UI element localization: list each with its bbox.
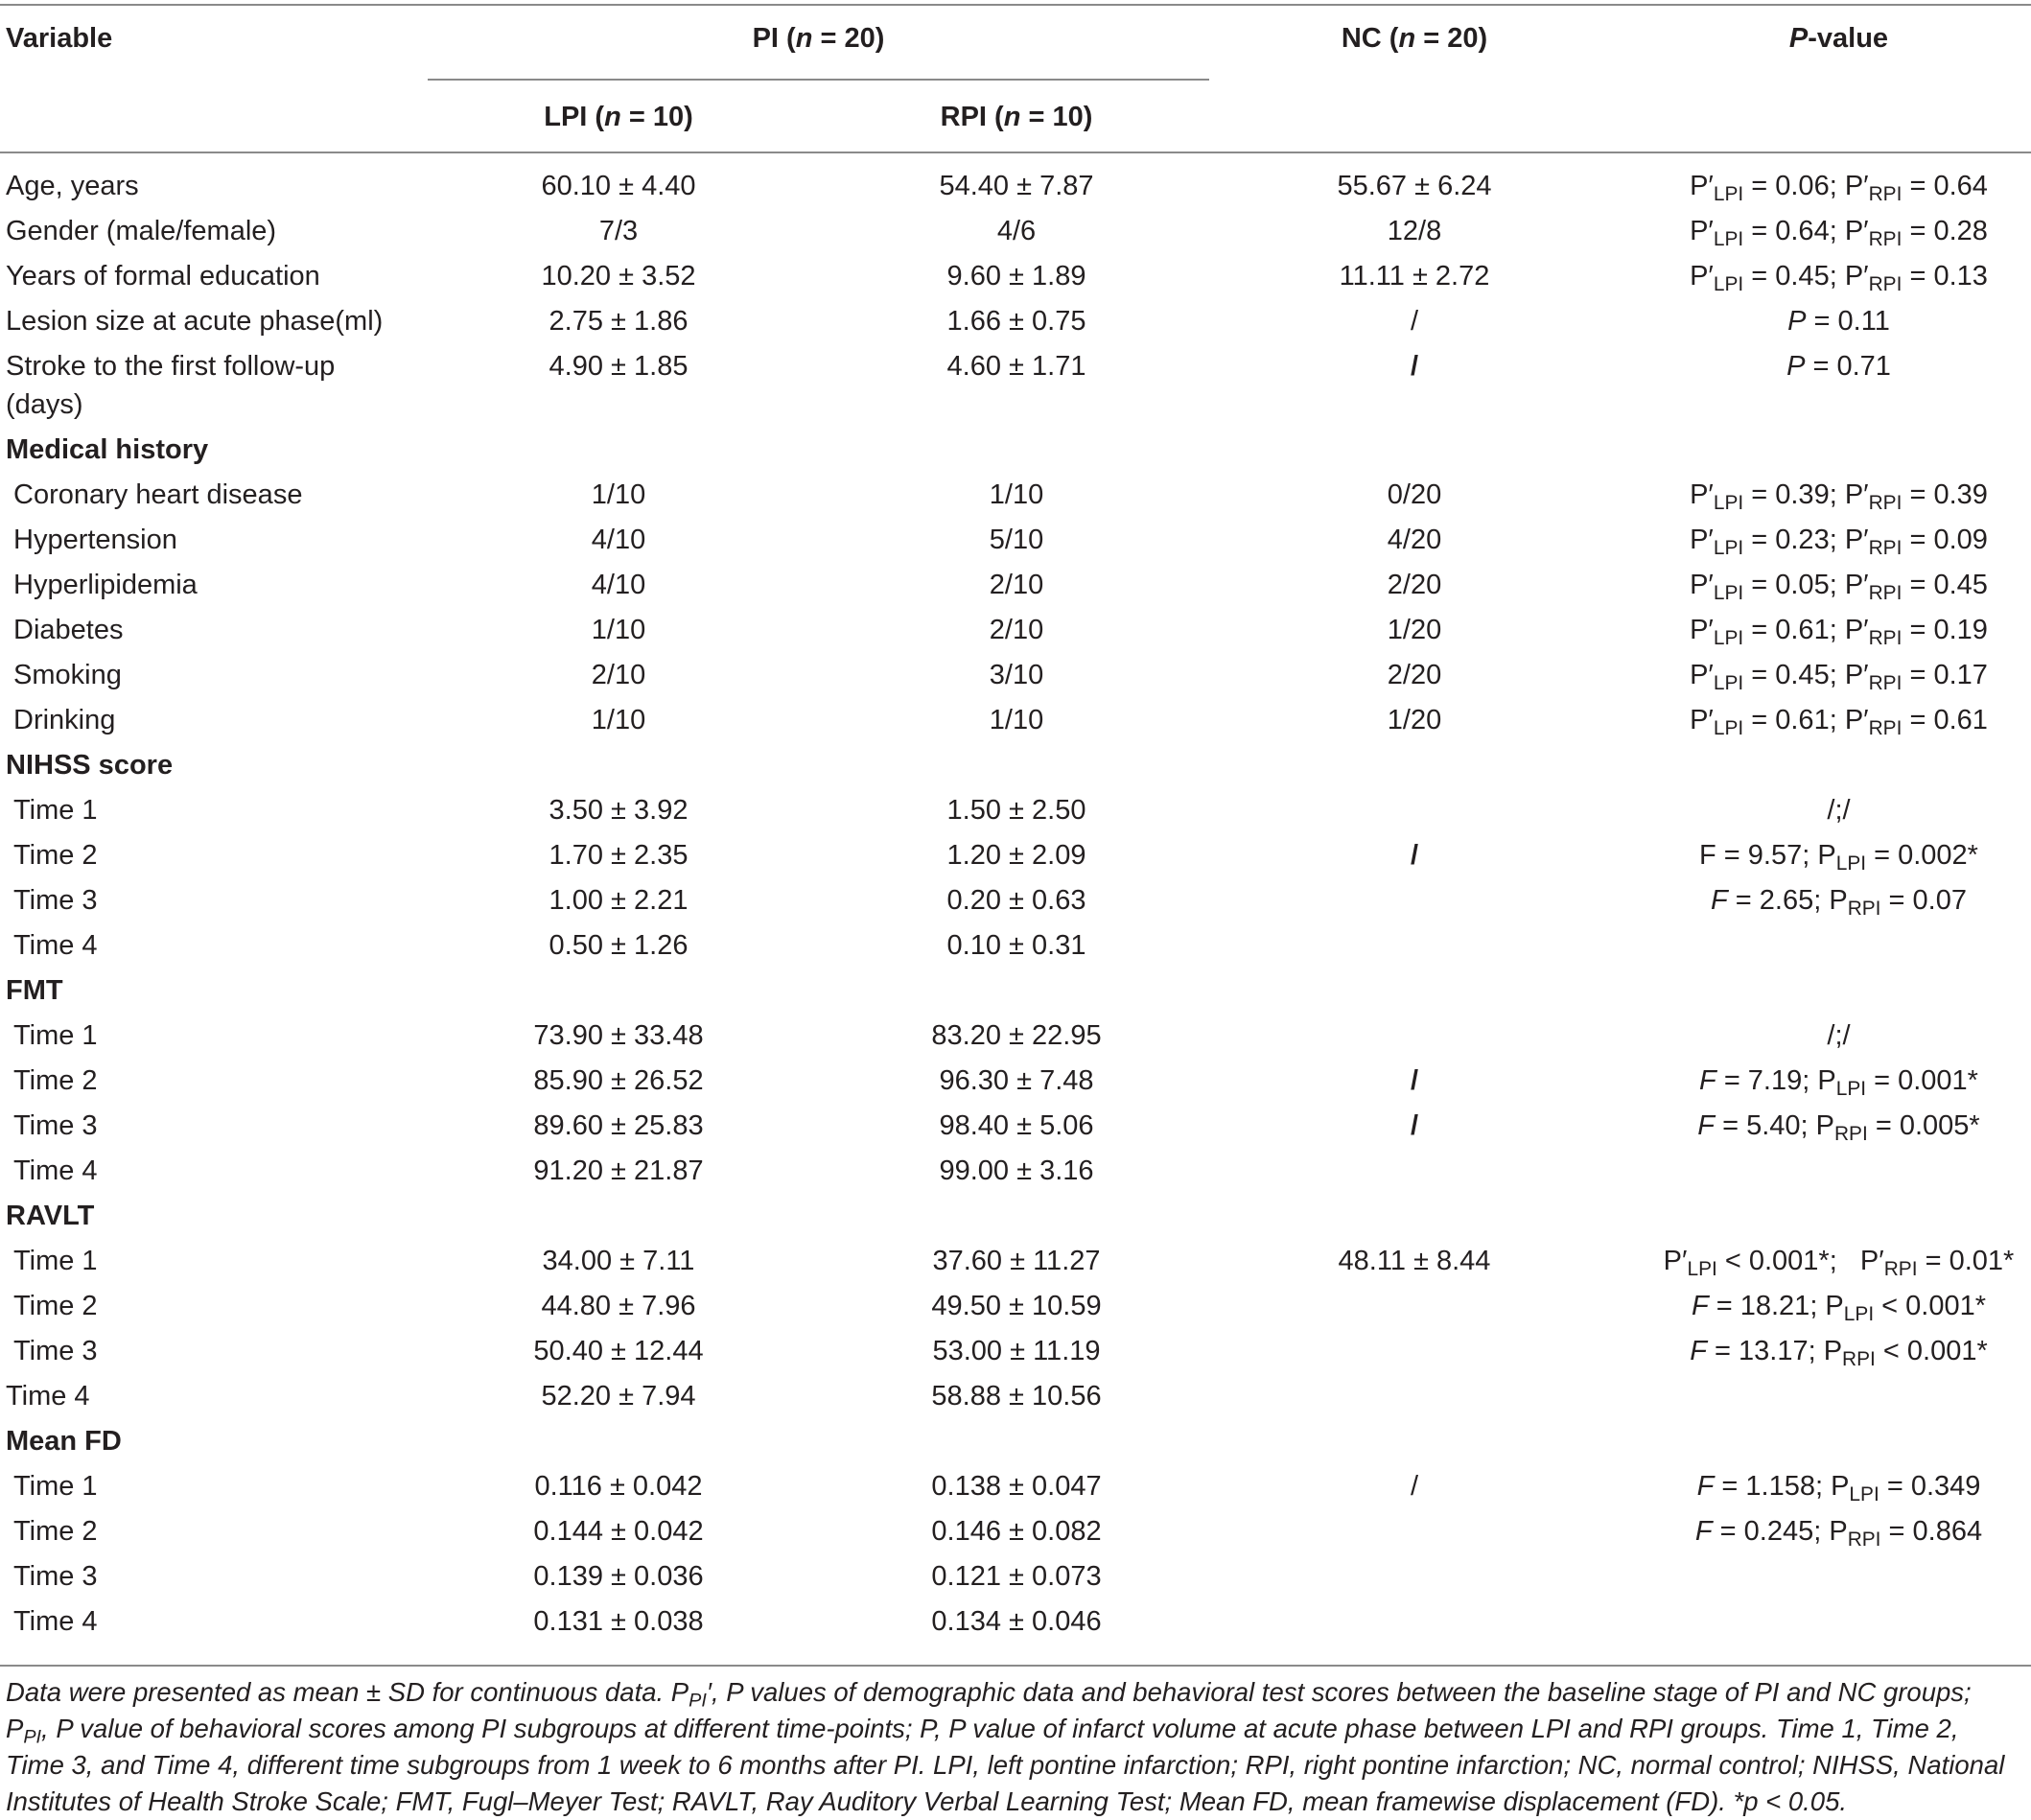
fd-time1-nc: /	[1410, 1471, 1419, 1502]
medical-item-lpi: 4/10	[591, 525, 646, 555]
nihss-time1-label: Time 1	[13, 795, 98, 826]
medical-item-label: Hypertension	[13, 525, 177, 555]
header-pvalue: P-value	[1788, 23, 1889, 54]
ravlt-time2-lpi: 44.80 ± 7.96	[541, 1291, 696, 1321]
medical-item-nc: 2/20	[1387, 660, 1442, 690]
row-stroke-lpi: 4.90 ± 1.85	[549, 351, 689, 382]
nihss-time3-p: F = 2.65; $P_{RPI} = 0.07$	[1711, 885, 1967, 920]
fd-time3-rpi: 0.121 ± 0.073	[931, 1561, 1102, 1592]
nihss-time3-rpi: 0.20 ± 0.63	[946, 885, 1086, 916]
fd-time4-label: Time 4	[13, 1606, 98, 1637]
medical-item-lpi: 1/10	[591, 615, 646, 645]
row-lesion-label: Lesion size at acute phase(ml)	[6, 306, 384, 337]
medical-item-p: $P'_{LPI} = 0.23$; $P'_{RPI} = 0.09$	[1690, 525, 1988, 559]
ravlt-time2-label: Time 2	[13, 1291, 98, 1321]
medical-item-rpi: 1/10	[989, 705, 1044, 735]
row-lesion-lpi: 2.75 ± 1.86	[549, 306, 689, 337]
nihss-time2-lpi: 1.70 ± 2.35	[549, 840, 689, 871]
fmt-time1-lpi: 73.90 ± 33.48	[533, 1020, 704, 1051]
fd-time2-rpi: 0.146 ± 0.082	[931, 1516, 1102, 1547]
ravlt-time2-rpi: 49.50 ± 10.59	[931, 1291, 1102, 1321]
fd-time2-p: F = 0.245; $P_{RPI} = 0.864$	[1694, 1516, 1983, 1551]
nihss-time3-lpi: 1.00 ± 2.21	[549, 885, 689, 916]
ravlt-time4-label: Time 4	[6, 1381, 90, 1412]
medical-item-p: $P'_{LPI} = 0.61$; $P'_{RPI} = 0.61$	[1690, 705, 1988, 739]
ravlt-time4-lpi: 52.20 ± 7.94	[541, 1381, 696, 1412]
medical-item-nc: 2/20	[1387, 570, 1442, 600]
row-age-rpi: 54.40 ± 7.87	[939, 171, 1094, 201]
medical-item-lpi: 1/10	[591, 479, 646, 510]
nihss-time2-rpi: 1.20 ± 2.09	[946, 840, 1086, 871]
medical-item-label: Smoking	[13, 660, 122, 690]
fmt-time3-lpi: 89.60 ± 25.83	[533, 1110, 704, 1141]
fd-time1-label: Time 1	[13, 1471, 98, 1502]
fmt-time2-nc: /	[1410, 1065, 1419, 1096]
section-mean-fd: Mean FD	[6, 1426, 122, 1457]
medical-item-nc: 0/20	[1387, 479, 1442, 510]
fmt-time1-rpi: 83.20 ± 22.95	[931, 1020, 1102, 1051]
medical-item-label: Coronary heart disease	[13, 479, 303, 510]
ravlt-time3-rpi: 53.00 ± 11.19	[932, 1336, 1101, 1366]
header-pi: PI (n = 20)	[752, 23, 885, 54]
ravlt-time3-p: F = 13.17; $P_{RPI} < 0.001*$	[1690, 1336, 1988, 1370]
row-education-lpi: 10.20 ± 3.52	[541, 261, 696, 292]
fmt-time3-label: Time 3	[13, 1110, 98, 1141]
fmt-time3-p: F = 5.40; $P_{RPI} = 0.005*$	[1697, 1110, 1980, 1145]
medical-item-lpi: 1/10	[591, 705, 646, 735]
medical-item-rpi: 3/10	[989, 660, 1044, 690]
ravlt-time3-label: Time 3	[13, 1336, 98, 1366]
row-gender-nc: 12/8	[1387, 216, 1442, 246]
medical-item-p: $P'_{LPI} = 0.61$; $P'_{RPI} = 0.19$	[1690, 615, 1988, 649]
fd-time4-lpi: 0.131 ± 0.038	[533, 1606, 704, 1637]
pi-span-rule	[428, 79, 1209, 81]
fd-time4-rpi: 0.134 ± 0.046	[931, 1606, 1102, 1637]
medical-item-lpi: 2/10	[591, 660, 646, 690]
fmt-time1-label: Time 1	[13, 1020, 98, 1051]
fmt-time2-label: Time 2	[13, 1065, 98, 1096]
row-stroke-rpi: 4.60 ± 1.71	[946, 351, 1086, 382]
ravlt-time1-label: Time 1	[13, 1246, 98, 1276]
ravlt-time1-nc: 48.11 ± 8.44	[1338, 1246, 1491, 1276]
section-medical-history: Medical history	[6, 434, 209, 465]
ravlt-time1-rpi: 37.60 ± 11.27	[932, 1246, 1101, 1276]
nihss-time3-label: Time 3	[13, 885, 98, 916]
fd-time1-rpi: 0.138 ± 0.047	[931, 1471, 1102, 1502]
medical-item-label: Drinking	[13, 705, 116, 735]
fmt-time3-nc: /	[1410, 1110, 1419, 1141]
row-lesion-nc: /	[1410, 306, 1419, 337]
medical-item-rpi: 2/10	[989, 570, 1044, 600]
nihss-nc: /	[1410, 840, 1419, 871]
fd-time3-label: Time 3	[13, 1561, 98, 1592]
fd-time1-lpi: 0.116 ± 0.042	[534, 1471, 703, 1502]
row-gender-rpi: 4/6	[996, 216, 1037, 246]
fd-time2-lpi: 0.144 ± 0.042	[533, 1516, 704, 1547]
row-gender-lpi: 7/3	[598, 216, 639, 246]
fmt-time3-rpi: 98.40 ± 5.06	[939, 1110, 1094, 1141]
medical-item-label: Hyperlipidemia	[13, 570, 198, 600]
nihss-time2-p: F = 9.57; $P_{LPI} = 0.002*$	[1699, 840, 1978, 875]
fmt-time4-rpi: 99.00 ± 3.16	[939, 1155, 1094, 1186]
medical-item-p: $P'_{LPI} = 0.39$; $P'_{RPI} = 0.39$	[1690, 479, 1988, 514]
nihss-time2-label: Time 2	[13, 840, 98, 871]
header-variable: Variable	[6, 23, 113, 54]
section-fmt: FMT	[6, 975, 63, 1006]
fmt-time1-p: /;/	[1827, 1020, 1851, 1051]
row-stroke-nc: /	[1410, 351, 1419, 382]
fd-time1-p: F = 1.158; $P_{LPI} = 0.349$	[1696, 1471, 1981, 1505]
ravlt-time1-p: $P'_{LPI} < 0.001*$; $P'_{RPI} = 0.01*$	[1663, 1246, 2015, 1280]
row-education-p: $P'_{LPI} = 0.45$; $P'_{RPI} = 0.13$	[1690, 261, 1988, 295]
top-rule	[0, 4, 2031, 6]
table-bottom-rule	[0, 1665, 2031, 1667]
medical-item-nc: 1/20	[1387, 615, 1442, 645]
row-age-lpi: 60.10 ± 4.40	[541, 171, 696, 201]
fd-time3-lpi: 0.139 ± 0.036	[533, 1561, 704, 1592]
header-lpi: LPI (n = 10)	[544, 102, 693, 132]
medical-item-lpi: 4/10	[591, 570, 646, 600]
medical-item-rpi: 1/10	[989, 479, 1044, 510]
row-age-p: $P'_{LPI} = 0.06$; $P'_{RPI} = 0.64$	[1690, 171, 1988, 205]
table-footnote: Data were presented as mean ± SD for continuous data. $P_{PI}'$, P values of demographic data and behavioral test scores between the baseline stage of PI and NC groups; $P_{PI}$, P value of behavioral scores among PI subgroups at different time-points; P, P value of infarct volume at acute phase between LPI and RPI groups. Time 1, Time 2, Time 3, and Time 4, different time subgroups from 1 week to 6 months after PI. LPI, left pontine infarction; RPI, right pontine infarction; NC, normal control; NIHSS, National Institutes of Health Stroke Scale; FMT, Fugl–Meyer Test; RAVLT, Ray Auditory Verbal Learning Test; Mean FD, mean framewise displacement (FD). *p < 0.05.	[6, 1677, 2005, 1816]
nihss-time1-p: /;/	[1827, 795, 1851, 826]
nihss-time4-rpi: 0.10 ± 0.31	[946, 930, 1086, 961]
fmt-time4-lpi: 91.20 ± 21.87	[533, 1155, 704, 1186]
medical-item-rpi: 2/10	[989, 615, 1044, 645]
row-stroke-label-line1: Stroke to the first follow-up	[6, 351, 336, 382]
medical-item-nc: 4/20	[1387, 525, 1442, 555]
fmt-time4-label: Time 4	[13, 1155, 98, 1186]
row-lesion-rpi: 1.66 ± 0.75	[946, 306, 1086, 337]
medical-item-rpi: 5/10	[989, 525, 1044, 555]
row-education-rpi: 9.60 ± 1.89	[946, 261, 1086, 292]
ravlt-time1-lpi: 34.00 ± 7.11	[542, 1246, 695, 1276]
ravlt-time3-lpi: 50.40 ± 12.44	[533, 1336, 704, 1366]
row-gender-label: Gender (male/female)	[6, 216, 277, 246]
nihss-time4-lpi: 0.50 ± 1.26	[549, 930, 689, 961]
medical-item-label: Diabetes	[13, 615, 124, 645]
medical-item-nc: 1/20	[1387, 705, 1442, 735]
fmt-time2-rpi: 96.30 ± 7.48	[939, 1065, 1094, 1096]
row-education-label: Years of formal education	[6, 261, 320, 292]
ravlt-time2-p: F = 18.21; $P_{LPI} < 0.001*$	[1691, 1291, 1987, 1325]
medical-item-p: $P'_{LPI} = 0.45$; $P'_{RPI} = 0.17$	[1690, 660, 1988, 694]
row-education-nc: 11.11 ± 2.72	[1339, 261, 1490, 292]
row-stroke-label-line2: (days)	[6, 389, 83, 420]
row-age-label: Age, years	[6, 171, 139, 201]
nihss-time1-rpi: 1.50 ± 2.50	[946, 795, 1086, 826]
fmt-time2-lpi: 85.90 ± 26.52	[533, 1065, 704, 1096]
header-bottom-rule	[0, 152, 2031, 153]
header-rpi: RPI (n = 10)	[940, 102, 1093, 132]
ravlt-time4-rpi: 58.88 ± 10.56	[931, 1381, 1102, 1412]
nihss-time4-label: Time 4	[13, 930, 98, 961]
nihss-time1-lpi: 3.50 ± 3.92	[549, 795, 689, 826]
fmt-time2-p: F = 7.19; $P_{LPI} = 0.001*$	[1699, 1065, 1978, 1100]
row-gender-p: $P'_{LPI} = 0.64$; $P'_{RPI} = 0.28$	[1690, 216, 1988, 250]
section-nihss: NIHSS score	[6, 750, 174, 781]
section-ravlt: RAVLT	[6, 1201, 95, 1231]
row-stroke-p: P = 0.71	[1786, 351, 1891, 382]
fd-time2-label: Time 2	[13, 1516, 98, 1547]
medical-item-p: $P'_{LPI} = 0.05$; $P'_{RPI} = 0.45$	[1690, 570, 1988, 604]
row-age-nc: 55.67 ± 6.24	[1337, 171, 1492, 201]
header-nc: NC (n = 20)	[1341, 23, 1488, 54]
row-lesion-p: P = 0.11	[1787, 306, 1890, 337]
